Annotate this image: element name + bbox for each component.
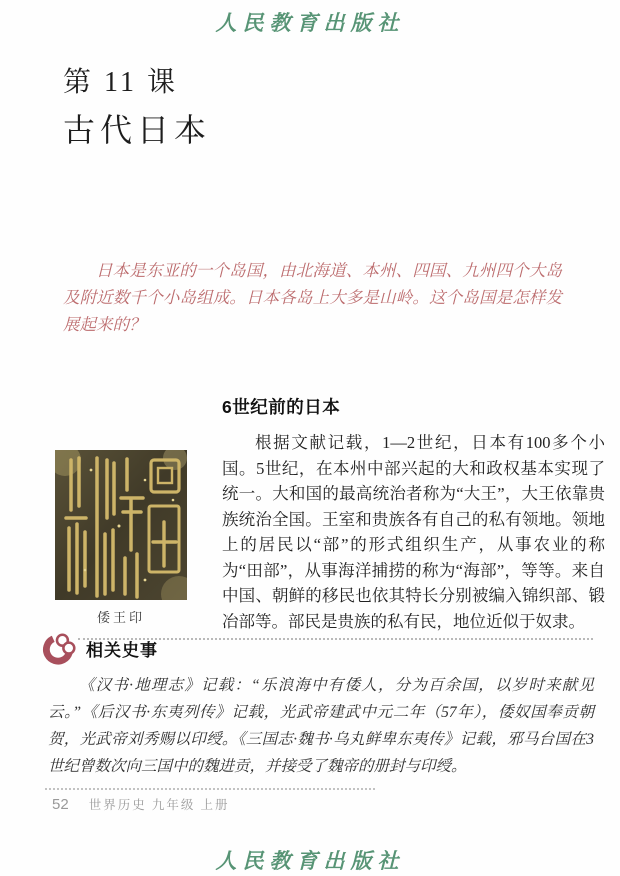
page-title: 古代日本 [63,112,212,148]
publisher-logo-bottom: 人民教育出版社 [215,849,405,873]
publisher-logo-top: 人民教育出版社 [215,11,405,35]
dotted-divider-bottom [45,788,375,790]
figure-wa-king-seal [55,450,187,626]
related-history-header [42,631,596,666]
section-paragraph: 根据文献记载，1—2世纪，日本有100多个小国。5世纪，在本州中部兴起的大和政权基本实现了统一。大和国的最高统治者称为“大王”，大王依靠贵族统治全国。王室和贵族各有自己的私有领地。领地上的居民以“部”的形式组织生产，从事农业的称为“田部”，从事海洋捕捞的称为“海部”，等等。来自中国、朝鲜的移民也依其特长分别被编入锦织部、锻冶部等。部民是贵族的私有民，地位近似于奴隶。 [222,433,605,631]
related-history-text: 《汉书·地理志》记载：“乐浪海中有倭人，分为百余国，以岁时来献见云。”《后汉书·东夷列传》记载，光武帝建武中元二年（57年），倭奴国奉贡朝贺，光武帝刘秀赐以印绶。《三国志·魏书·乌丸鲜卑东夷传》记载，邪马台国在3世纪曾数次向三国中的魏进贡，并接受了魏帝的册封与印绶。 [48,677,594,775]
section-heading: 6世纪前的日本 [222,397,341,417]
book-title: 世界历史 九年级 上册 [88,798,230,812]
double-rings-knot-icon [42,631,77,666]
lesson-intro-text: 日本是东亚的一个岛国，由北海道、本州、四国、九州四个大岛及附近数千个小岛组成。日本各岛上大多是山岭。这个岛国是怎样发展起来的？ [63,261,562,334]
wa-king-seal-photo [55,450,187,600]
page-footer [52,795,229,813]
main-column [222,394,605,634]
page-number: 52 [52,796,69,813]
related-history-box [42,631,596,790]
figure-caption: 倭王印 [96,610,145,625]
lesson-number: 第 11 课 [63,67,178,98]
related-history-heading: 相关史事 [86,641,158,660]
